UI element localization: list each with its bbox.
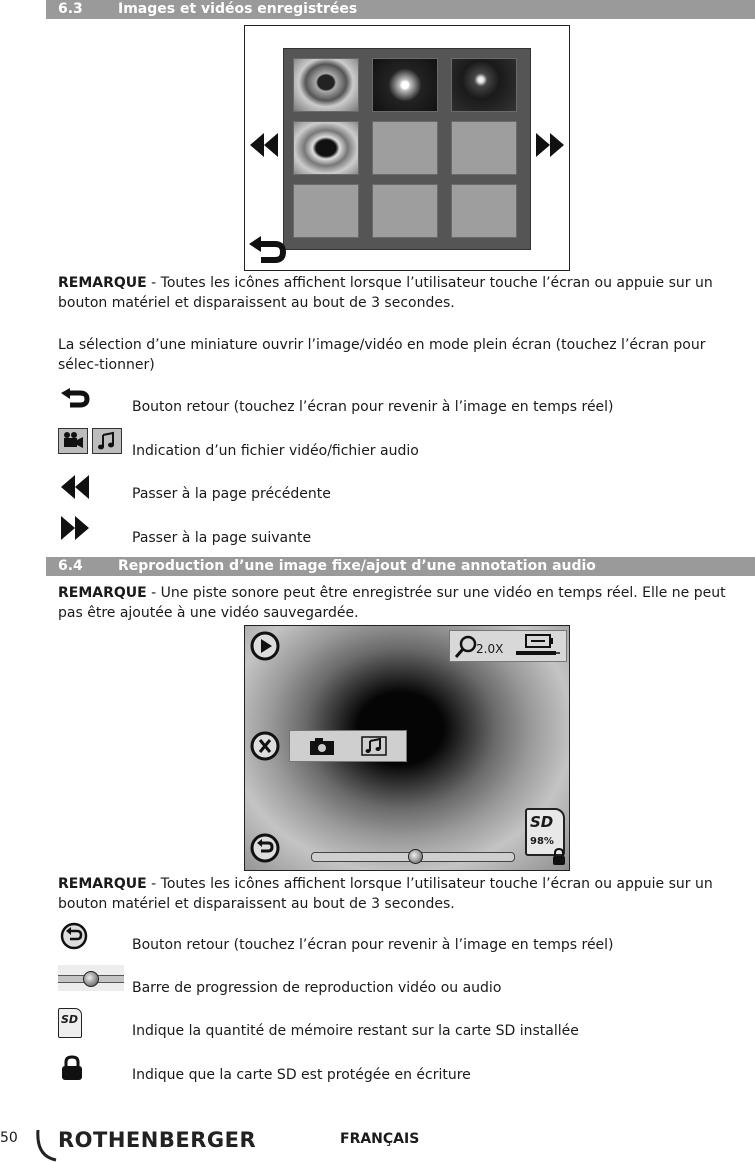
status-panel	[449, 630, 567, 662]
battery-icon	[514, 634, 564, 658]
intro-paragraph: La sélection d’une miniature ouvrir l’image/vidéo en mode plein écran (touchez l’écran pour sélec-tionner)	[58, 337, 706, 373]
page-number: 50	[0, 1130, 18, 1146]
section-title: Images et vidéos enregistrées	[118, 1, 358, 17]
annotation-panel	[289, 730, 407, 762]
playback-screenshot	[244, 625, 570, 871]
camera-icon[interactable]	[308, 735, 336, 757]
legend-text: Barre de progression de reproduction vidéo ou audio	[132, 980, 502, 996]
thumbnail-empty	[293, 184, 359, 238]
thumbnail-empty	[372, 121, 438, 175]
legend-text: Passer à la page suivante	[132, 530, 312, 546]
audio-file-icon	[92, 428, 122, 454]
note-label: REMARQUE	[58, 275, 147, 291]
section-header-6-4	[46, 557, 755, 576]
sd-percent: 98%	[530, 836, 554, 847]
progress-bar-icon	[58, 965, 124, 991]
close-icon[interactable]	[249, 730, 281, 762]
lock-icon	[551, 848, 567, 866]
legend-text: Indication d’un fichier vidéo/fichier audio	[132, 443, 419, 459]
sd-card-icon	[58, 1008, 82, 1038]
previous-page-icon	[60, 474, 90, 500]
legend-text: Bouton retour (touchez l’écran pour revenir à l’image en temps réel)	[132, 399, 614, 415]
lock-icon	[60, 1055, 84, 1081]
progress-bar[interactable]	[311, 852, 515, 862]
thumbnail[interactable]	[372, 58, 438, 112]
brand-logo: ROTHENBERGER	[58, 1128, 257, 1152]
sd-label: SD	[61, 1013, 79, 1026]
note-label: REMARQUE	[58, 585, 147, 601]
back-arrow-icon[interactable]	[247, 236, 287, 268]
section-number: 6.4	[58, 558, 83, 574]
back-round-icon[interactable]	[249, 832, 281, 864]
thumbnail[interactable]	[293, 121, 359, 175]
thumbnail[interactable]	[451, 58, 517, 112]
previous-page-icon[interactable]	[249, 132, 279, 158]
legend-text: Bouton retour (touchez l’écran pour revenir à l’image en temps réel)	[132, 937, 614, 953]
thumbnail-grid-panel	[283, 48, 531, 250]
sd-label: SD	[530, 813, 554, 831]
note-paragraph	[58, 583, 748, 623]
video-file-icon	[58, 428, 88, 454]
section-header-6-3	[46, 0, 755, 19]
note-text: - Une piste sonore peut être enregistrée sur une vidéo en temps réel. Elle ne peut pas être ajoutée à une vidéo sauvegardée.	[58, 585, 726, 621]
thumbnail-empty	[451, 184, 517, 238]
thumbnail[interactable]	[293, 58, 359, 112]
thumbnail-empty	[372, 184, 438, 238]
brand-swoosh-icon	[34, 1128, 58, 1162]
back-arrow-icon	[60, 388, 90, 410]
legend-text: Passer à la page précédente	[132, 486, 331, 502]
section-number: 6.3	[58, 1, 83, 17]
note-text: - Toutes les icônes affichent lorsque l’utilisateur touche l’écran ou appuie sur un bouton matériel et disparaissent au bout de 3 secondes.	[58, 876, 713, 912]
next-page-icon[interactable]	[535, 132, 565, 158]
legend-text: Indique la quantité de mémoire restant sur la carte SD installée	[132, 1023, 579, 1039]
legend-text: Indique que la carte SD est protégée en écriture	[132, 1067, 471, 1083]
note-text: - Toutes les icônes affichent lorsque l’utilisateur touche l’écran ou appuie sur un bouton matériel et disparaissent au bout de 3 secondes.	[58, 275, 713, 311]
gallery-screenshot	[244, 25, 570, 271]
language-label: FRANÇAIS	[340, 1131, 420, 1147]
section-title: Reproduction d’une image fixe/ajout d’une annotation audio	[118, 558, 596, 574]
note-paragraph	[58, 273, 748, 313]
back-round-icon	[60, 922, 88, 950]
music-note-icon[interactable]	[360, 735, 388, 757]
note-label: REMARQUE	[58, 876, 147, 892]
play-icon[interactable]	[249, 630, 281, 662]
note-paragraph	[58, 874, 748, 914]
progress-knob[interactable]	[408, 849, 423, 864]
thumbnail-empty	[451, 121, 517, 175]
zoom-level: 2.0X	[476, 642, 504, 656]
next-page-icon	[60, 515, 90, 541]
